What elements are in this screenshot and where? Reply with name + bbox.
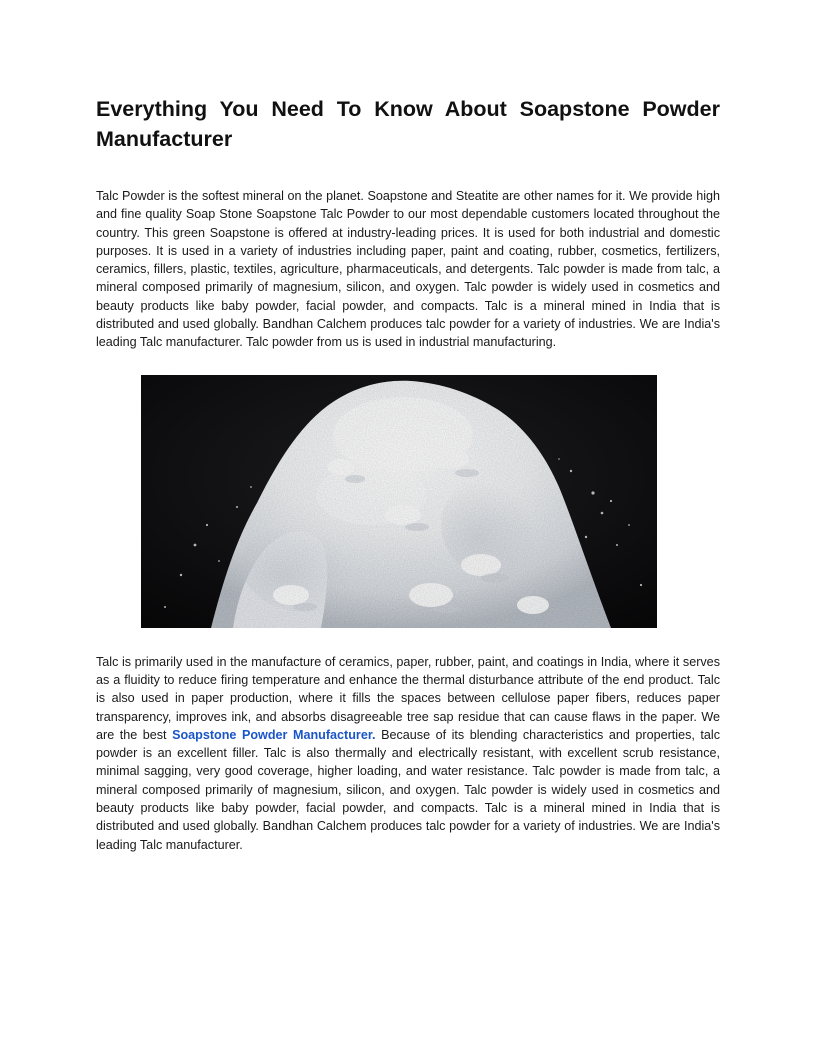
- body-text-before-link: Talc is primarily used in the manufacture of ceramics, paper, rubber, paint, and coatings in India, where it serves as a fluidity to reduce firing temperature and enhance the thermal disturbance attribute of the end product. Talc is also used in paper production, where it fills the spaces between cellulose paper fibers, reduces paper transparency, improves ink, and absorbs disagreeable tree sap residue that can cause flaws in the paper. We are the best: [96, 654, 720, 742]
- body-paragraph: [96, 653, 720, 854]
- intro-paragraph: Talc Powder is the softest mineral on the planet. Soapstone and Steatite are other names for it. We provide high and fine quality Soap Stone Soapstone Talc Powder to our most dependable customers located throughout the country. This green Soapstone is offered at industry-leading prices. It is used for both industrial and domestic purposes. It is used in a variety of industries including paper, paint and coating, rubber, cosmetics, fertilizers, ceramics, fillers, plastic, textiles, agriculture, pharmaceuticals, and detergents. Talc powder is made from talc, a mineral composed primarily of magnesium, silicon, and oxygen. Talc powder is widely used in cosmetics and beauty products like baby powder, facial powder, and compacts. Talc is a mineral mined in India that is distributed and used globally. Bandhan Calchem produces talc powder for a variety of industries. We are India's leading Talc manufacturer. Talc powder from us is used in industrial manufacturing.: [96, 189, 720, 350]
- document-page: [96, 94, 720, 854]
- page-title: [96, 94, 720, 154]
- title-part-2: Soapstone Powder Manufacturer: [96, 97, 720, 151]
- body-text-after-link: Because of its blending characteristics and properties, talc powder is an excellent filler. Talc is also thermally and electrically resistant, with excellent scrub resistance, minimal sagging, very good coverage, higher loading, and water resistance. Talc powder is made from talc, a mineral composed primarily of magnesium, silicon, and oxygen. Talc powder is widely used in cosmetics and beauty products like baby powder, facial powder, and compacts. Talc is a mineral mined in India that is distributed and used globally. Bandhan Calchem produces talc powder for a variety of industries. We are India's leading Talc manufacturer.: [96, 727, 720, 852]
- talc-powder-image: [141, 375, 657, 628]
- soapstone-powder-manufacturer-link[interactable]: Soapstone Powder Manufacturer.: [172, 727, 376, 742]
- talc-powder-illustration: [141, 375, 657, 628]
- title-part-1: Everything You Need To Know About: [96, 97, 520, 121]
